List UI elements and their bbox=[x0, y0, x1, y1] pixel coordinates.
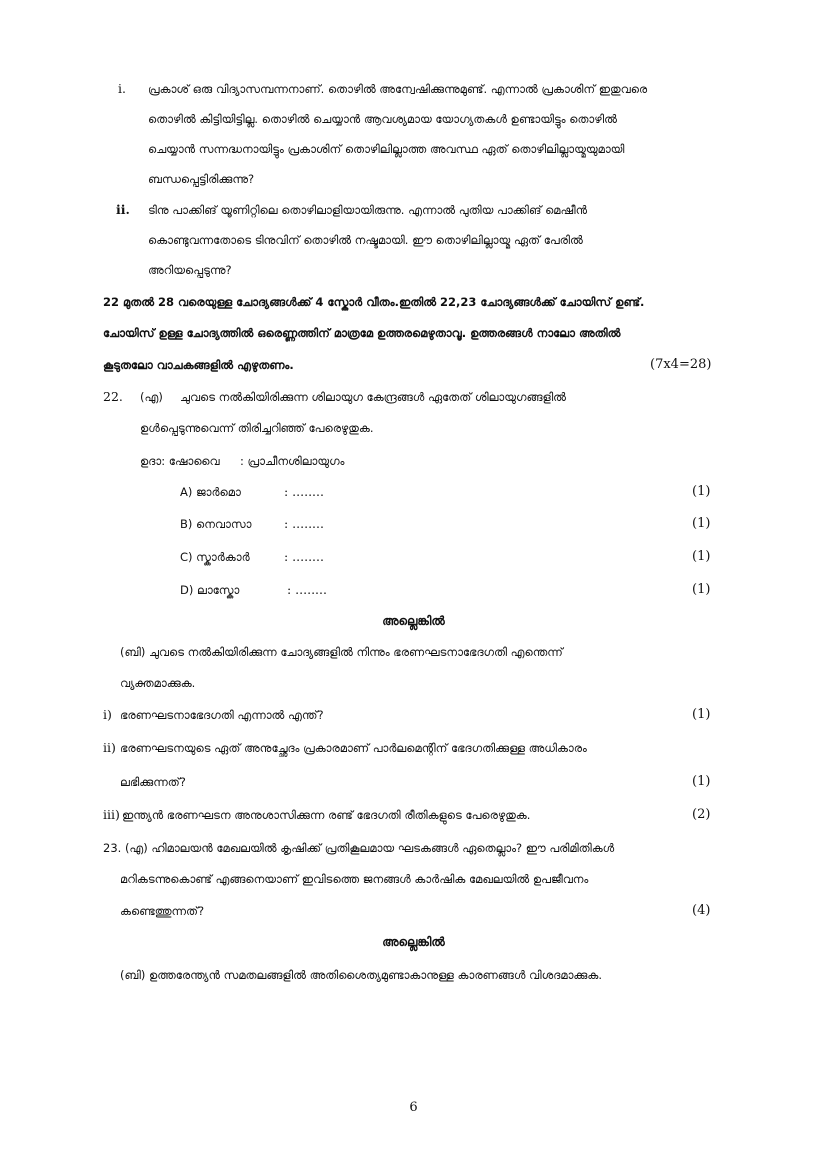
question-ii-line-1: ടിനു പാക്കിങ് യൂണിറ്റിലെ തൊഴിലാളിയായിരുന്നു. എന്നാൽ പുതിയ പാക്കിങ് മെഷീൻ bbox=[148, 203, 588, 217]
question-23-marks: (4) bbox=[692, 903, 711, 918]
question-23-line-3: കണ്ടെത്തുന്നത്? bbox=[120, 904, 205, 918]
sub-ii-number: ii) bbox=[103, 740, 116, 755]
page-number: 6 bbox=[409, 1100, 418, 1115]
item-b-blank: : ........ bbox=[284, 516, 324, 531]
question-ii-line-2: കൊണ്ടുവന്നതോടെ ടിനുവിന് തൊഴിൽ നഷ്ടമായി. ഈ തൊഴിലില്ലായ്മ ഏത് പേരിൽ bbox=[148, 233, 583, 247]
item-b-marks: (1) bbox=[692, 516, 711, 531]
sub-i-number: i) bbox=[103, 707, 112, 722]
item-a-blank: : ........ bbox=[284, 484, 324, 499]
question-22-b-line-2: വ്യക്തമാക്കുക. bbox=[120, 676, 196, 690]
question-22-a-label: (എ) bbox=[140, 390, 163, 404]
question-22-number: 22. bbox=[103, 389, 123, 404]
item-b-label: B) നെവാസാ bbox=[180, 517, 252, 531]
instructions-line-3: കൂടുതലോ വാചകങ്ങളിൽ എഴുതണം. bbox=[103, 358, 294, 372]
sub-i-marks: (1) bbox=[692, 707, 711, 722]
question-23-line-1: 23. (എ) ഹിമാലയൻ മേഖലയിൽ കൃഷിക്ക് പ്രതികൂലമായ ഘടകങ്ങൾ ഏതെല്ലാം? ഈ പരിമിതികൾ bbox=[103, 841, 615, 855]
question-23-b-line: (ബി) ഉത്തരേന്ത്യൻ സമതലങ്ങളിൽ അതിശൈത്യമുണ്ടാകാനുള്ള കാരണങ്ങൾ വിശദമാക്കുക. bbox=[120, 968, 603, 982]
or-divider-22: അല്ലെങ്കിൽ bbox=[382, 614, 445, 628]
question-i-line-3: ചെയ്യാൻ സന്നദ്ധനായിട്ടും പ്രകാശിന് തൊഴിലില്ലാത്ത അവസ്ഥ ഏത് തൊഴിലില്ലായ്മയുമായി bbox=[148, 142, 625, 156]
item-c-blank: : ........ bbox=[284, 549, 324, 564]
sub-i-text: ഭരണഘടനാഭേദഗതി എന്നാൽ എന്ത്? bbox=[120, 708, 324, 722]
sub-ii-text-2: ലഭിക്കുന്നത്? bbox=[120, 775, 186, 789]
item-d-label: D) ലാസ്കോ bbox=[180, 583, 240, 597]
question-22-a-line-1: ചുവടെ നൽകിയിരിക്കുന്ന ശിലായുഗ കേന്ദ്രങ്ങൾ ഏതേത് ശിലായുഗങ്ങളിൽ bbox=[180, 390, 566, 404]
item-a-marks: (1) bbox=[692, 484, 711, 499]
question-ii-number: ii. bbox=[116, 202, 130, 217]
question-23-line-2: മറികടന്നുകൊണ്ട് എങ്ങനെയാണ് ഇവിടത്തെ ജനങ്ങൾ കാർഷിക മേഖലയിൽ ഉപജീവനം bbox=[120, 872, 589, 886]
item-c-label: C) സ്കാർകാർ bbox=[180, 550, 250, 564]
item-c-marks: (1) bbox=[692, 549, 711, 564]
sub-iii-marks: (2) bbox=[692, 807, 711, 822]
instructions-line-2: ചോയിസ് ഉള്ള ചോദ്യത്തിൽ ഒരെണ്ണത്തിന് മാത്രമേ ഉത്തരമെഴുതാവൂ. ഉത്തരങ്ങൾ നാലോ അതിൽ bbox=[103, 326, 621, 340]
question-22-b-line-1: (ബി) ചുവടെ നൽകിയിരിക്കുന്ന ചോദ്യങ്ങളിൽ നിന്നും ഭരണഘടനാഭേദഗതി എന്തെന്ന് bbox=[120, 645, 563, 659]
question-i-number: i. bbox=[118, 81, 126, 96]
question-i-line-2: തൊഴിൽ കിട്ടിയിട്ടില്ല. തൊഴിൽ ചെയ്യാൻ ആവശ്യമായ യോഗ്യതകൾ ഉണ്ടായിട്ടും തൊഴിൽ bbox=[148, 112, 617, 126]
example-label: ഉദാ: ഷോവൈ bbox=[140, 454, 220, 468]
instructions-line-1: 22 മുതൽ 28 വരെയുള്ള ചോദ്യങ്ങൾക്ക് 4 സ്കോർ വീതം.ഇതിൽ 22,23 ചോദ്യങ്ങൾക്ക് ചോയിസ് ഉണ്ട്. bbox=[103, 295, 645, 309]
example-answer: : പ്രാചീനശിലായുഗം bbox=[240, 454, 345, 468]
question-i-line-1: പ്രകാശ് ഒരു വിദ്യാസമ്പന്നനാണ്. തൊഴിൽ അന്വേഷിക്കുന്നുമുണ്ട്. എന്നാൽ പ്രകാശിന് ഇതുവരെ bbox=[148, 82, 648, 96]
item-d-blank: : ........ bbox=[287, 582, 327, 597]
sub-ii-marks: (1) bbox=[692, 774, 711, 789]
item-d-marks: (1) bbox=[692, 582, 711, 597]
or-divider-23: അല്ലെങ്കിൽ bbox=[382, 935, 445, 949]
question-ii-line-3: അറിയപ്പെടുന്നു? bbox=[148, 263, 232, 277]
sub-ii-text: ഭരണഘടനയുടെ ഏത് അനുച്ഛേദം പ്രകാരമാണ് പാർലമെന്റിന് ഭേദഗതിക്കുള്ള അധികാരം bbox=[120, 741, 587, 755]
item-a-label: A) ജാർമൊ bbox=[180, 485, 241, 499]
question-22-a-line-2: ഉൾപ്പെടുന്നുവെന്ന് തിരിച്ചറിഞ്ഞ് പേരെഴുതുക. bbox=[140, 421, 374, 435]
sub-iii-text: ഇന്ത്യൻ ഭരണഘടന അനുശാസിക്കുന്ന രണ്ട് ഭേദഗതി രീതികളുടെ പേരെഴുതുക. bbox=[122, 808, 531, 822]
sub-iii-number: iii) bbox=[103, 807, 120, 822]
question-i-line-4: ബന്ധപ്പെട്ടിരിക്കുന്നു? bbox=[148, 172, 255, 186]
instructions-marks: (7x4=28) bbox=[650, 357, 712, 372]
